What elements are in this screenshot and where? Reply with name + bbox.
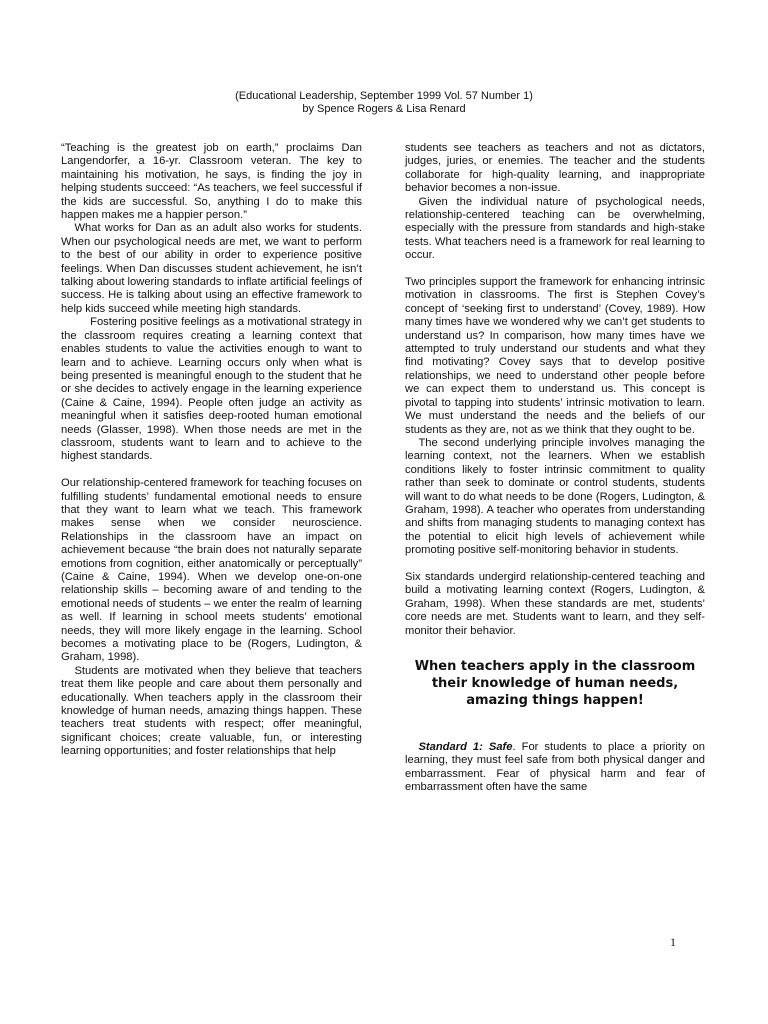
paragraph: students see teachers as teachers and not as dictators, judges, juries, or enemies. The teacher and the students collaborate for high-quality learning, and inappropriate behavior becomes a non-issue. bbox=[405, 142, 705, 195]
pull-quote: When teachers apply in the classroom their knowledge of human needs, amazing things happen! bbox=[414, 659, 696, 708]
paragraph: Students are motivated when they believe that teachers treat them like people and care about them personally and educationally. When teachers apply in the classroom their knowledge of human needs, amazing things happen. These teachers treat students with respect; offer meaningful, significant choices; create valuable, fun, or interesting learning opportunities; and foster relationships that help bbox=[61, 664, 362, 758]
citation-line: (Educational Leadership, September 1999 Vol. 57 Number 1) bbox=[235, 90, 533, 102]
article-header bbox=[0, 90, 768, 116]
paragraph: “Teaching is the greatest job on earth,” proclaims Dan Langendorfer, a 16-yr. Classroom veteran. The key to maintaining his motivation, he says, is finding the joy in helping students succeed: “As teachers, we feel successful if the kids are successful. So, anything I do to make this happen makes me a happier person.” bbox=[61, 142, 362, 222]
paragraph: What works for Dan as an adult also works for students. When our psychological needs are met, we want to perform to the best of our ability in order to experience positive feelings. When Dan discusses student achievement, he isn’t talking about lowering standards to inflate artificial feelings of success. He is talking about using an effective framework to help kids succeed while meeting high standards. bbox=[61, 222, 362, 315]
paragraph: Given the individual nature of psychological needs, relationship-centered teaching can be overwhelming, especially with the pressure from standards and high-stake tests. What teachers need is a framework for real learning to occur. bbox=[405, 195, 705, 262]
standard-1-paragraph bbox=[405, 741, 705, 795]
page-number: 1 bbox=[670, 935, 676, 949]
paragraph: Six standards undergird relationship-centered teaching and build a motivating learning context (Rogers, Ludington, & Graham, 1998). When these standards are met, students’ core needs are met. Students want to learn, and they self-monitor their behavior. bbox=[405, 570, 705, 637]
authors-line: by Spence Rogers & Lisa Renard bbox=[302, 103, 466, 115]
paragraph: Our relationship-centered framework for teaching focuses on fulfilling students’ fundamental emotional needs to ensure that they want to learn what we teach. This framework makes sense when we consider neuroscience. Relationships in the classroom have an impact on achievement because “the brain does not naturally separate emotions from cognition, either anatomically or perceptually” (Caine & Caine, 1994). When we develop one-on-one relationship skills – becoming aware of and tending to the emotional needs of students – we enter the realm of learning as well. If learning in school meets students’ emotional needs, they will more likely engage in the learning. School becomes a motivating place to be (Rogers, Ludington, & Graham, 1998). bbox=[61, 477, 362, 664]
left-column bbox=[61, 142, 362, 759]
standard-1-text: . For students to place a priority on learning, they must feel safe from both physical danger and embarrassment. Fear of physical harm and fear of embarrassment often have the same bbox=[405, 741, 705, 794]
right-column bbox=[405, 142, 705, 795]
standard-1-label: Standard 1: Safe bbox=[418, 741, 513, 753]
paragraph: The second underlying principle involves managing the learning context, not the learners. When we establish conditions likely to foster intrinsic commitment to quality rather than seek to dominate or control students, students will want to do what needs to be done (Rogers, Ludington, & Graham, 1998). A teacher who operates from understanding and shifts from managing students to managing context has the potential to elicit high levels of achievement while promoting positive self-monitoring behavior in students. bbox=[405, 436, 705, 557]
paragraph: Fostering positive feelings as a motivational strategy in the classroom requires creating a learning context that enables students to value the activities enough to want to learn and to achieve. Learning occurs only when what is being presented is meaningful enough to the student that he or she decides to actively engage in the learning experience (Caine & Caine, 1994). People often judge an activity as meaningful when it satisfies deep-rooted human emotional needs (Glasser, 1998). When those needs are met in the classroom, students want to learn and to achieve to the highest standards. bbox=[61, 316, 362, 463]
paragraph: Two principles support the framework for enhancing intrinsic motivation in classrooms. The first is Stephen Covey’s concept of ‘seeking first to understand’ (Covey, 1989). How many times have we wondered why we can’t get students to understand us? In comparison, how many times have we attempted to truly understand our students and what they find motivating? Covey says that to develop positive relationships, we need to understand other people before we can expect them to understand us. This concept is pivotal to tapping into students’ intrinsic motivation to learn. We must understand the needs and the beliefs of our students as they are, not as we think that they ought to be. bbox=[405, 276, 705, 436]
